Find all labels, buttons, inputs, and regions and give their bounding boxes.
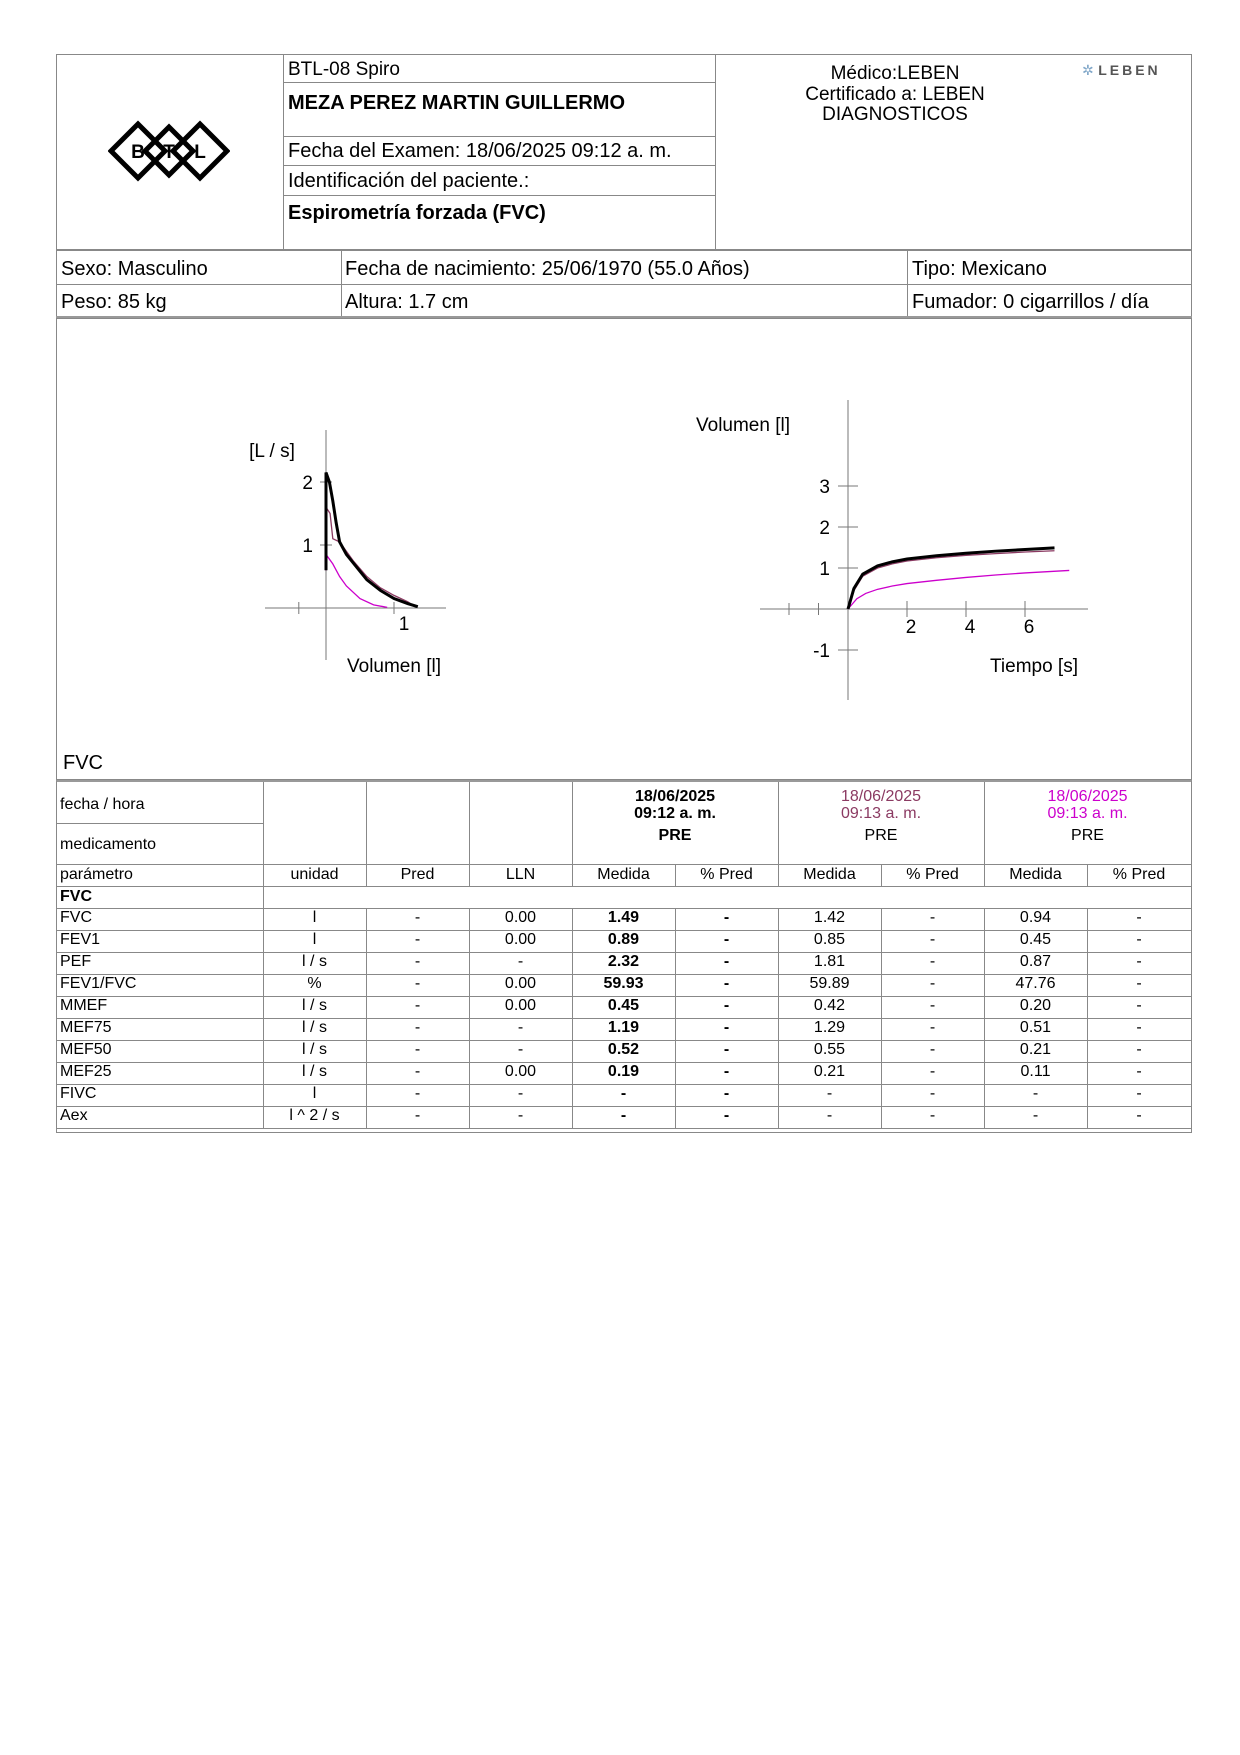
param-value: - — [517, 1085, 524, 1102]
column-header: LLN — [505, 866, 536, 883]
vt-y-tick-label: -1 — [813, 641, 830, 662]
param-value: - — [1032, 1107, 1039, 1124]
param-value: - — [1136, 953, 1142, 970]
column-header: parámetro — [60, 866, 133, 883]
param-value: 0.00 — [504, 997, 537, 1014]
svg-text:B: B — [131, 142, 145, 163]
param-value: 0.45 — [607, 997, 640, 1014]
param-value: 0.85 — [813, 931, 846, 948]
vt-x-tick-label: 6 — [1023, 617, 1035, 638]
param-value: - — [723, 997, 730, 1014]
param-value: 1.81 — [813, 953, 846, 970]
vt-y-label: Volumen [l] — [696, 415, 790, 436]
param-value: l / s — [302, 997, 327, 1014]
param-value: 0.21 — [1019, 1041, 1052, 1058]
fecha-hora-label: fecha / hora — [60, 796, 145, 813]
vt-x-tick-label: 4 — [964, 617, 976, 638]
param-value: 1.42 — [813, 909, 846, 926]
param-value: - — [723, 909, 730, 926]
param-value: l ^ 2 / s — [289, 1107, 340, 1124]
charts-section-label: FVC — [63, 752, 103, 774]
vt-x-tick-label: 2 — [905, 617, 917, 638]
fv-y-tick-label: 1 — [302, 536, 313, 557]
param-value: - — [723, 1063, 730, 1080]
height: Altura: 1.7 cm — [345, 291, 469, 313]
vt-y-tick-label: 1 — [819, 559, 830, 580]
param-value: - — [723, 931, 730, 948]
param-value: l / s — [302, 1019, 327, 1036]
param-value: 0.52 — [607, 1041, 640, 1058]
param-value: l — [312, 1085, 317, 1102]
param-value: - — [929, 1019, 936, 1036]
param-value: 0.21 — [813, 1063, 846, 1080]
param-value: 0.00 — [504, 975, 537, 992]
session-time: 09:13 a. m. — [1047, 805, 1128, 822]
param-value: - — [414, 931, 421, 948]
param-value: - — [826, 1085, 833, 1102]
session-date: 18/06/2025 — [840, 788, 922, 805]
param-value: - — [620, 1085, 627, 1102]
param-value: - — [517, 1041, 524, 1058]
results-table — [56, 780, 1192, 1133]
param-value: - — [723, 1107, 730, 1124]
patient-type: Tipo: Mexicano — [912, 258, 1047, 280]
param-value: 0.51 — [1019, 1019, 1052, 1036]
column-header: Pred — [400, 866, 435, 883]
param-value: 0.89 — [607, 931, 640, 948]
session-date: 18/06/2025 — [1047, 788, 1128, 805]
weight: Peso: 85 kg — [61, 291, 167, 313]
vt-series-line-1 — [848, 551, 1055, 609]
param-value: 2.32 — [607, 953, 640, 970]
flow-volume-chart — [210, 410, 480, 680]
patient-id: Identificación del paciente.: — [288, 170, 530, 192]
param-value: 1.19 — [607, 1019, 640, 1036]
param-value: - — [723, 975, 730, 992]
leben-logo: ✲ LEBEN — [1082, 62, 1161, 78]
session-time: 09:13 a. m. — [840, 805, 922, 822]
column-header: unidad — [290, 866, 339, 883]
btl-logo — [108, 120, 230, 182]
param-value: 0.55 — [813, 1041, 846, 1058]
exam-type: Espirometría forzada (FVC) — [288, 202, 546, 224]
param-value: - — [929, 1107, 936, 1124]
param-value: 47.76 — [1015, 975, 1056, 992]
param-value: - — [929, 975, 936, 992]
param-value: - — [414, 1085, 421, 1102]
param-value: - — [1136, 909, 1142, 926]
param-name: FVC — [60, 909, 92, 926]
param-value: 0.19 — [607, 1063, 640, 1080]
svg-text:T: T — [163, 142, 175, 163]
param-value: - — [517, 953, 524, 970]
group-label: FVC — [60, 888, 92, 905]
param-value: 0.87 — [1019, 953, 1052, 970]
column-header: % Pred — [1112, 866, 1166, 883]
param-value: - — [929, 1063, 936, 1080]
param-value: 1.29 — [813, 1019, 846, 1036]
param-value: - — [723, 1019, 730, 1036]
param-value: - — [414, 1063, 421, 1080]
param-value: % — [307, 975, 322, 992]
leben-icon: ✲ — [1082, 62, 1094, 78]
param-value: - — [1136, 1041, 1142, 1058]
column-header: % Pred — [700, 866, 753, 883]
param-value: l / s — [302, 1063, 327, 1080]
param-value: - — [414, 1041, 421, 1058]
doctor: Médico:LEBEN — [830, 63, 960, 84]
param-value: l / s — [302, 953, 327, 970]
param-name: Aex — [60, 1107, 88, 1124]
param-value: l — [312, 909, 317, 926]
vt-x-label: Tiempo [s] — [990, 656, 1078, 677]
param-name: PEF — [60, 953, 92, 970]
param-value: - — [723, 1041, 730, 1058]
medicamento-label: medicamento — [60, 836, 157, 853]
param-value: 59.89 — [809, 975, 850, 992]
param-name: FIVC — [60, 1085, 97, 1102]
param-value: - — [1136, 997, 1142, 1014]
param-value: - — [929, 953, 936, 970]
fv-x-tick-label: 1 — [398, 614, 410, 635]
param-value: - — [517, 1019, 524, 1036]
param-value: 0.00 — [504, 931, 537, 948]
param-value: - — [723, 953, 730, 970]
param-value: - — [1136, 1019, 1142, 1036]
vt-y-tick-label: 3 — [819, 477, 830, 498]
param-value: 1.49 — [607, 909, 640, 926]
param-value: - — [620, 1107, 627, 1124]
param-value: 0.11 — [1020, 1063, 1051, 1080]
fv-x-label: Volumen [l] — [347, 656, 441, 677]
patient-name: MEZA PEREZ MARTIN GUILLERMO — [288, 92, 626, 114]
session-date: 18/06/2025 — [634, 788, 716, 805]
param-value: - — [929, 1041, 936, 1058]
param-value: - — [1032, 1085, 1039, 1102]
fv-series-line-1 — [326, 507, 414, 606]
param-value: - — [1136, 1085, 1142, 1102]
param-value: 0.20 — [1019, 997, 1052, 1014]
column-header: Medida — [597, 866, 650, 883]
param-value: - — [1136, 1107, 1142, 1124]
param-value: 0.45 — [1019, 931, 1052, 948]
param-value: 0.00 — [504, 1063, 537, 1080]
param-name: MMEF — [60, 997, 108, 1014]
param-value: - — [1136, 1063, 1142, 1080]
param-value: 0.42 — [813, 997, 846, 1014]
param-value: - — [414, 975, 421, 992]
param-value: 59.93 — [603, 975, 644, 992]
vt-series-line-2 — [848, 570, 1069, 609]
param-value: - — [929, 997, 936, 1014]
param-value: - — [414, 909, 421, 926]
param-value: l — [312, 931, 317, 948]
param-name: FEV1/FVC — [60, 975, 137, 992]
param-name: MEF75 — [60, 1019, 112, 1036]
param-value: - — [929, 1085, 936, 1102]
param-name: MEF25 — [60, 1063, 112, 1080]
param-value: - — [1136, 931, 1142, 948]
param-value: - — [929, 909, 936, 926]
column-header: Medida — [1009, 866, 1062, 883]
certified-line2: DIAGNOSTICOS — [822, 104, 968, 125]
birth-date: Fecha de nacimiento: 25/06/1970 (55.0 Años) — [345, 258, 750, 280]
param-name: FEV1 — [60, 931, 101, 948]
param-value: - — [414, 1107, 421, 1124]
session-medication: PRE — [864, 827, 898, 844]
session-medication: PRE — [658, 827, 692, 844]
vt-y-tick-label: 2 — [819, 518, 830, 539]
param-value: - — [414, 1019, 421, 1036]
svg-text:L: L — [194, 142, 206, 163]
param-value: 0.00 — [504, 909, 537, 926]
exam-date: Fecha del Examen: 18/06/2025 09:12 a. m. — [288, 140, 672, 162]
param-value: - — [1136, 975, 1142, 992]
device-name: BTL-08 Spiro — [288, 59, 400, 80]
fv-y-tick-label: 2 — [302, 473, 313, 494]
fv-y-label: [L / s] — [249, 441, 295, 462]
volume-time-chart — [680, 395, 1100, 705]
param-name: MEF50 — [60, 1041, 112, 1058]
column-header: Medida — [803, 866, 856, 883]
fv-series-line-0 — [326, 473, 418, 607]
sex: Sexo: Masculino — [61, 258, 208, 280]
param-value: 0.94 — [1019, 909, 1052, 926]
param-value: l / s — [302, 1041, 327, 1058]
certified-line1: Certificado a: LEBEN — [805, 84, 985, 105]
session-medication: PRE — [1071, 827, 1104, 844]
param-value: - — [723, 1085, 730, 1102]
smoker: Fumador: 0 cigarrillos / día — [912, 291, 1149, 313]
fv-series-line-2 — [326, 554, 387, 607]
column-header: % Pred — [906, 866, 959, 883]
param-value: - — [517, 1107, 524, 1124]
param-value: - — [826, 1107, 833, 1124]
param-value: - — [414, 953, 421, 970]
param-value: - — [414, 997, 421, 1014]
session-time: 09:12 a. m. — [634, 805, 716, 822]
param-value: - — [929, 931, 936, 948]
